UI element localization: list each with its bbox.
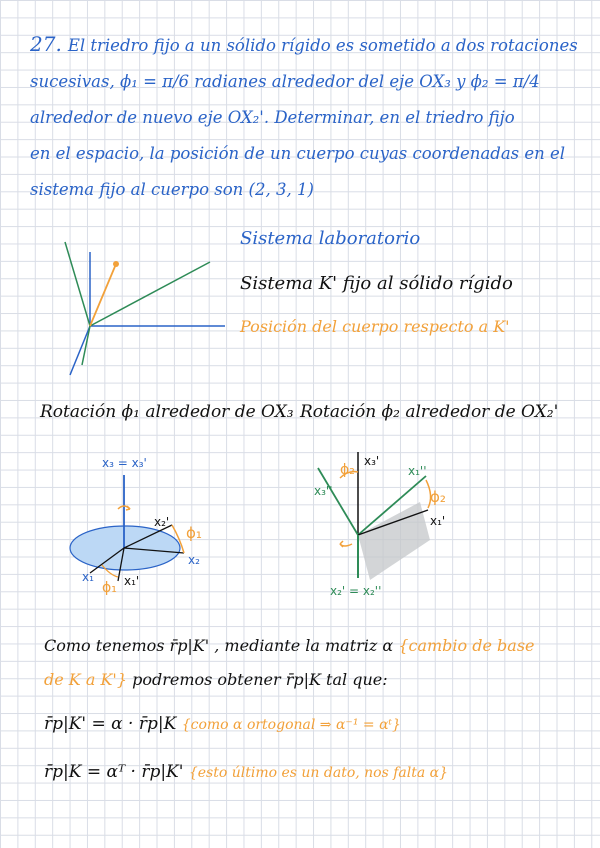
body-axis-3	[82, 326, 90, 365]
fig1-label-x3: x₃ = x₃'	[102, 456, 147, 470]
fig1-label-phi: ϕ₁	[186, 524, 202, 542]
text-line-1	[44, 636, 535, 655]
equation-2-formula: r̄p|K = αᵀ · r̄p|K'	[44, 762, 184, 782]
fig2-label-x1pp: x₁''	[408, 464, 427, 478]
legend-body-system: Sistema K' fijo al sólido rígido	[240, 273, 513, 294]
problem-number: 27.	[30, 32, 62, 56]
fig2-label-phi2-top: ϕ₂	[340, 462, 355, 478]
fig1-label-x2p: x₂'	[154, 515, 170, 529]
body-axis-1	[65, 242, 90, 326]
lab-axis-diag	[70, 326, 90, 375]
rotation-2-title: Rotación ϕ₂ alrededor de OX₂'	[300, 402, 559, 422]
text-line-2-comment: de K a K'}	[44, 670, 127, 689]
text-line-2	[44, 670, 388, 689]
fig1-label-x1: x₁	[82, 570, 94, 584]
equation-1-formula: r̄p|K' = α · r̄p|K	[44, 714, 177, 734]
problem-line-1: El triedro fijo a un sólido rígido es sometido a dos rotaciones	[67, 36, 578, 55]
equation-1	[44, 714, 401, 734]
fig2-label-bottom: x₂' = x₂''	[330, 584, 382, 598]
equation-2-comment: {esto último es un dato, nos falta α}	[188, 765, 449, 781]
fig1-label-phi-low: ϕ₁	[102, 580, 117, 596]
body-point	[113, 261, 119, 267]
legend-body-position: Posición del cuerpo respecto a K'	[240, 317, 510, 336]
equation-1-comment: {como α ortogonal ⇒ α⁻¹ = αᵗ}	[181, 717, 401, 733]
problem-line-5: sistema fijo al cuerpo son (2, 3, 1)	[30, 180, 314, 199]
body-axis-2	[90, 262, 210, 326]
coordinate-systems-diagram	[60, 230, 230, 380]
problem-statement	[30, 26, 590, 208]
fig2-label-phi2-right: ϕ₂	[430, 488, 446, 506]
fig2-label-x1p: x₁'	[430, 514, 446, 528]
fig1-label-x1p: x₁'	[124, 574, 140, 588]
problem-line-4: en el espacio, la posición de un cuerpo cuyas coordenadas en el	[30, 144, 566, 163]
text-line-1-comment: {cambio de base	[398, 636, 535, 655]
rotation-1-title: Rotación ϕ₁ alrededor de OX₃	[40, 402, 294, 422]
fig2-label-x3pp: x₃''	[314, 484, 333, 498]
legend-lab-system: Sistema laboratorio	[240, 228, 421, 249]
problem-line-3: alrededor de nuevo eje OX₂'. Determinar, en el triedro fijo	[30, 108, 515, 127]
text-line-2-main: podremos obtener r̄p|K tal que:	[132, 670, 388, 689]
fig2-label-x3p: x₃'	[364, 454, 380, 468]
problem-line-2: sucesivas, ϕ₁ = π/6 radianes alrededor del eje OX₃ y ϕ₂ = π/4	[30, 72, 540, 91]
text-line-1-main: Como tenemos r̄p|K' , mediante la matriz α	[44, 636, 394, 655]
fig1-label-x2: x₂	[188, 553, 200, 567]
axis-x3-double-prime	[318, 468, 358, 535]
position-vector	[90, 264, 116, 326]
equation-2	[44, 762, 448, 782]
